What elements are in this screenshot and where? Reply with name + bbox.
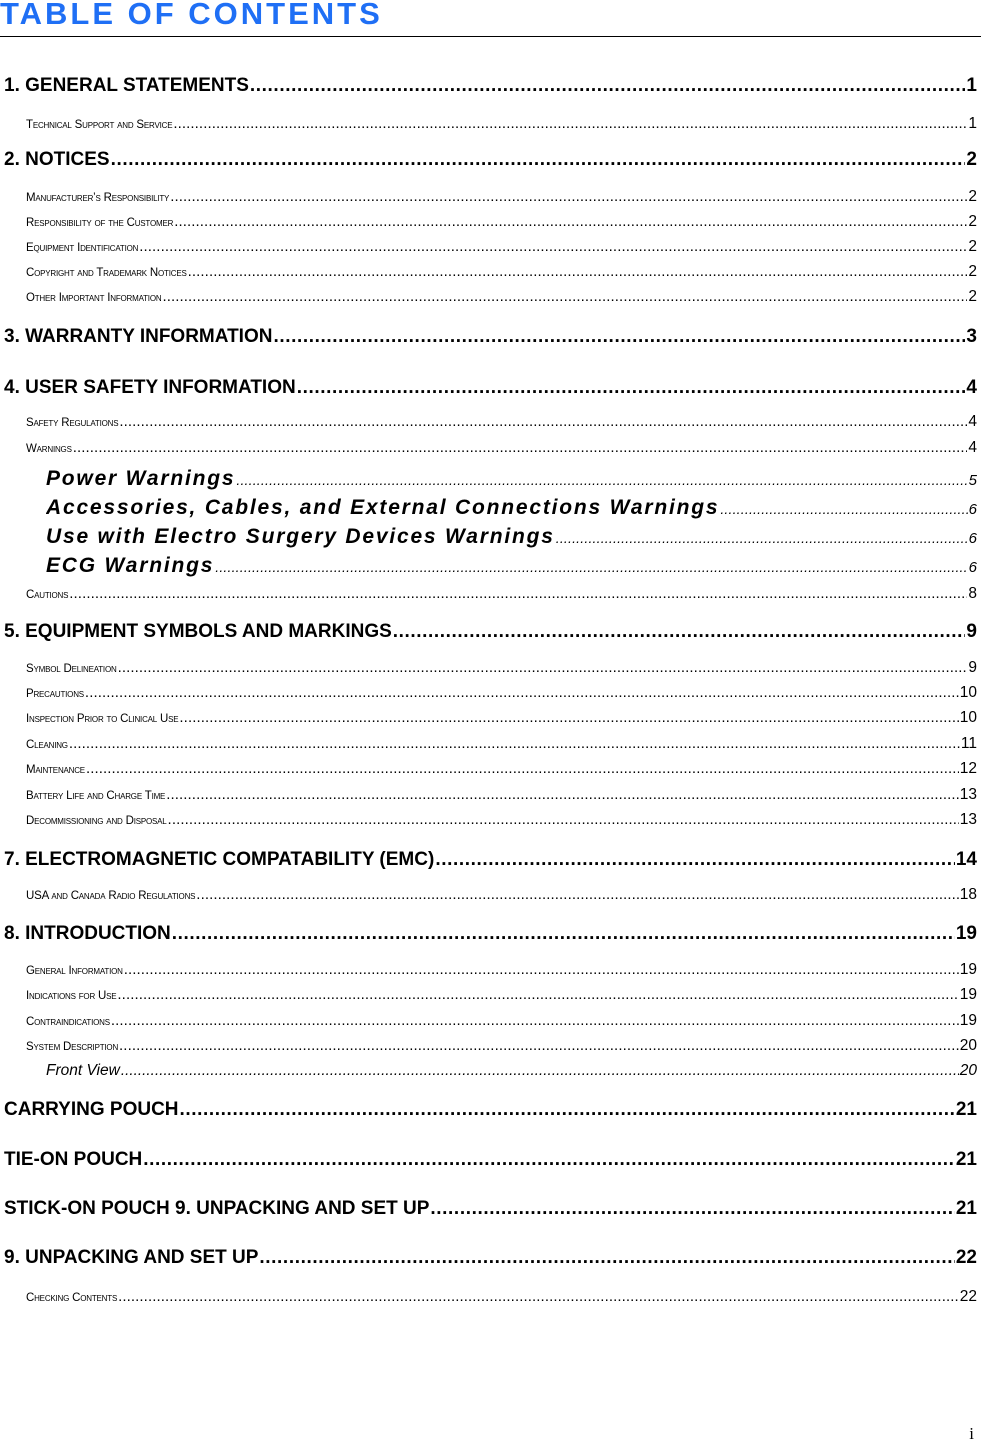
toc-entry-general-statements[interactable] (4, 74, 977, 98)
toc-entry-page: 19 (959, 1012, 977, 1029)
toc-entry-page: 13 (959, 811, 977, 828)
dot-leader (297, 376, 966, 400)
toc-entry-label: TIE-ON POUCH (4, 1149, 143, 1170)
dot-leader (119, 1036, 959, 1056)
dot-leader (188, 262, 968, 282)
dot-leader (111, 148, 966, 172)
title-divider (0, 36, 981, 37)
toc-entry-precautions[interactable] (26, 683, 977, 703)
toc-entry-page: 22 (959, 1288, 977, 1305)
toc-entry-page: 11 (960, 735, 977, 752)
dot-leader (121, 1061, 959, 1081)
toc-entry-warnings[interactable] (26, 438, 977, 458)
toc-entry-maintenance[interactable] (26, 759, 977, 779)
toc-entry-equipment-symbols[interactable] (4, 620, 977, 644)
toc-entry-accessories-warnings[interactable] (46, 495, 977, 521)
toc-entry-page: 22 (955, 1247, 977, 1268)
toc-entry-label: Precautions (26, 688, 84, 700)
dot-leader (196, 885, 958, 905)
toc-entry-page: 4 (966, 377, 977, 398)
dot-leader (273, 325, 965, 349)
toc-entry-page: 21 (955, 1198, 977, 1219)
dot-leader (124, 960, 959, 980)
toc-entry-label: STICK-ON POUCH 9. UNPACKING AND SET UP (4, 1198, 430, 1219)
toc-entry-stick-on-pouch[interactable] (4, 1197, 977, 1221)
toc-entry-page: 1 (968, 115, 977, 132)
dot-leader (143, 1148, 955, 1172)
toc-entry-label: Front View (46, 1062, 120, 1079)
toc-entry-page: 20 (959, 1037, 977, 1054)
toc-entry-label: Copyright and Trademark Notices (26, 267, 187, 279)
toc-entry-label: Checking Contents (26, 1292, 118, 1304)
toc-entry-system-description[interactable] (26, 1036, 977, 1056)
toc-entry-page: 14 (955, 849, 977, 870)
dot-leader (111, 1011, 959, 1031)
toc-entry-label: USA and Canada Radio Regulations (26, 890, 196, 902)
toc-entry-page: 6 (968, 501, 977, 518)
dot-leader (236, 467, 967, 492)
dot-leader (393, 620, 966, 644)
dot-leader (139, 237, 967, 257)
toc-entry-battery-life[interactable] (26, 785, 977, 805)
toc-entry-label: 7. ELECTROMAGNETIC COMPATABILITY (EMC) (4, 849, 435, 870)
toc-entry-electro-surgery-warnings[interactable] (46, 524, 977, 550)
toc-entry-label: ECG Warnings (46, 554, 215, 577)
toc-entry-label: Use with Electro Surgery Devices Warnings (46, 525, 555, 548)
toc-entry-introduction[interactable] (4, 922, 977, 946)
toc-entry-label: CARRYING POUCH (4, 1099, 179, 1120)
dot-leader (174, 212, 967, 232)
toc-entry-label: 2. NOTICES (4, 149, 110, 170)
dot-leader (118, 1287, 959, 1307)
toc-entry-carrying-pouch[interactable] (4, 1098, 977, 1122)
toc-entry-manufacturers-responsibility[interactable] (26, 187, 977, 207)
toc-entry-page: 13 (959, 786, 977, 803)
toc-entry-page: 19 (959, 986, 977, 1003)
toc-entry-label: Technical Support and Service (26, 119, 173, 131)
dot-leader (215, 554, 967, 579)
toc-entry-front-view[interactable] (46, 1061, 977, 1081)
toc-entry-general-information[interactable] (26, 960, 977, 980)
dot-leader (73, 438, 968, 458)
toc-entry-warranty-information[interactable] (4, 325, 977, 349)
toc-entry-page: 1 (966, 75, 977, 96)
toc-entry-symbol-delineation[interactable] (26, 658, 977, 678)
toc-entry-page: 18 (959, 886, 977, 903)
toc-entry-label: System Description (26, 1041, 119, 1053)
dot-leader (250, 74, 966, 98)
toc-entry-technical-support[interactable] (26, 114, 977, 134)
toc-entry-label: 8. INTRODUCTION (4, 923, 171, 944)
toc-entry-page: 3 (966, 326, 977, 347)
dot-leader (85, 683, 959, 703)
dot-leader (173, 114, 967, 134)
toc-entry-label: Maintenance (26, 764, 85, 776)
dot-leader (69, 584, 967, 604)
toc-entry-label: Other Important Information (26, 292, 162, 304)
toc-entry-equipment-identification[interactable] (26, 237, 977, 257)
dot-leader (69, 734, 960, 754)
toc-entry-indications[interactable] (26, 985, 977, 1005)
toc-entry-label: Indications for Use (26, 990, 117, 1002)
toc-entry-label: Decommissioning and Disposal (26, 815, 167, 827)
toc-entry-ecg-warnings[interactable] (46, 553, 977, 579)
toc-entry-label: Inspection Prior to Clinical Use (26, 713, 179, 725)
toc-entry-checking-contents[interactable] (26, 1287, 977, 1307)
toc-entry-tie-on-pouch[interactable] (4, 1148, 977, 1172)
dot-leader (556, 525, 968, 550)
toc-entry-label: Power Warnings (46, 467, 236, 490)
toc-entry-label: Responsibility of the Customer (26, 217, 174, 229)
toc-entry-page: 10 (959, 684, 977, 701)
toc-entry-page: 4 (968, 439, 977, 456)
toc-entry-label: Accessories, Cables, and External Connections Warnings (46, 496, 720, 519)
toc-entry-page: 8 (968, 585, 977, 602)
dot-leader (170, 187, 967, 207)
toc-entry-page: 2 (968, 263, 977, 280)
toc-entry-label: Manufacturer’s Responsibility (26, 192, 170, 204)
toc-entry-label: Cleaning (26, 739, 68, 751)
toc-entry-page: 21 (955, 1099, 977, 1120)
dot-leader (430, 1197, 954, 1221)
toc-entry-inspection[interactable] (26, 708, 977, 728)
dot-leader (180, 1098, 955, 1122)
page-title: TABLE OF CONTENTS (0, 0, 383, 31)
toc-entry-label: Contraindications (26, 1016, 110, 1028)
toc-entry-page: 4 (968, 413, 977, 430)
toc-entry-page: 21 (955, 1149, 977, 1170)
dot-leader (119, 412, 967, 432)
dot-leader (435, 848, 955, 872)
toc-entry-page: 19 (959, 961, 977, 978)
dot-leader (86, 759, 959, 779)
toc-entry-page: 2 (968, 213, 977, 230)
page-number: i (969, 1424, 974, 1443)
toc-entry-decommissioning[interactable] (26, 810, 977, 830)
toc-entry-label: Battery Life and Charge Time (26, 790, 166, 802)
toc-entry-label: Safety Regulations (26, 417, 119, 429)
toc-entry-label: 4. USER SAFETY INFORMATION (4, 377, 296, 398)
toc-entry-copyright-trademark[interactable] (26, 262, 977, 282)
toc-entry-page: 5 (968, 472, 977, 489)
dot-leader (118, 658, 968, 678)
toc-entry-page: 2 (968, 188, 977, 205)
toc-entry-page: 12 (959, 760, 977, 777)
dot-leader (172, 922, 955, 946)
toc-entry-radio-regulations[interactable] (26, 885, 977, 905)
dot-leader (117, 985, 958, 1005)
toc-entry-contraindications[interactable] (26, 1011, 977, 1031)
toc-entry-label: 3. WARRANTY INFORMATION (4, 326, 273, 347)
toc-entry-safety-regulations[interactable] (26, 412, 977, 432)
toc-entry-page: 19 (955, 923, 977, 944)
toc-entry-cautions[interactable] (26, 584, 977, 604)
toc-entry-page: 2 (968, 238, 977, 255)
toc-entry-label: Cautions (26, 589, 69, 601)
dot-leader (259, 1246, 954, 1270)
toc-entry-cleaning[interactable] (26, 734, 977, 754)
dot-leader (162, 287, 967, 307)
toc-entry-page: 10 (959, 709, 977, 726)
toc-entry-page: 6 (968, 559, 977, 576)
toc-entry-power-warnings[interactable] (46, 466, 977, 492)
toc-entry-page: 9 (968, 659, 977, 676)
dot-leader (179, 708, 958, 728)
toc-entry-page: 9 (966, 621, 977, 642)
dot-leader (168, 810, 959, 830)
toc-entry-page: 2 (968, 288, 977, 305)
toc-entry-other-important-information[interactable] (26, 287, 977, 307)
toc-entry-unpacking[interactable] (4, 1246, 977, 1270)
toc-entry-label: 5. EQUIPMENT SYMBOLS AND MARKINGS (4, 621, 392, 642)
toc-entry-label: 1. GENERAL STATEMENTS (4, 75, 249, 96)
toc-entry-label: Equipment Identification (26, 242, 139, 254)
toc-entry-user-safety-information[interactable] (4, 376, 977, 400)
toc-entry-page: 20 (959, 1062, 977, 1079)
toc-entry-label: General Information (26, 965, 123, 977)
toc-entry-emc[interactable] (4, 848, 977, 872)
toc-entry-customer-responsibility[interactable] (26, 212, 977, 232)
toc-entry-label: Warnings (26, 443, 72, 455)
toc-entry-label: 9. UNPACKING AND SET UP (4, 1247, 259, 1268)
toc-entry-label: Symbol Delineation (26, 663, 117, 675)
toc-entry-page: 2 (966, 149, 977, 170)
dot-leader (720, 496, 967, 521)
toc-entry-notices[interactable] (4, 148, 977, 172)
dot-leader (166, 785, 959, 805)
toc-entry-page: 6 (968, 530, 977, 547)
